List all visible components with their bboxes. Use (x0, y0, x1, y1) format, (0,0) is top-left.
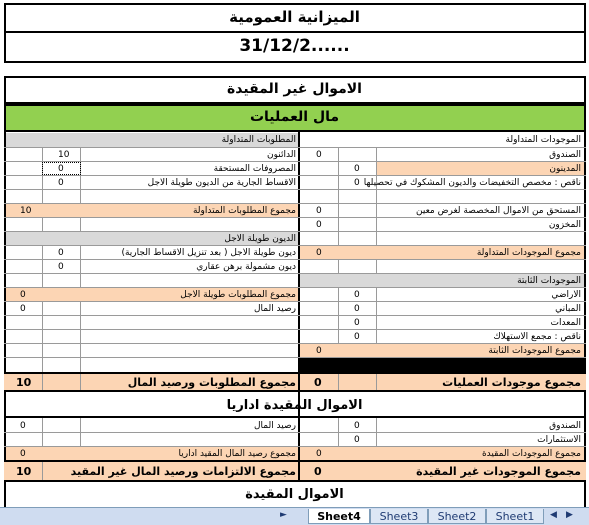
inventory-label: المخزون (548, 220, 581, 230)
total-ops-assets-label: مجموع موجودات العمليات (442, 376, 581, 389)
accrued-value[interactable]: 0 (58, 164, 64, 174)
tab-sheet1[interactable]: Sheet1 (486, 509, 544, 524)
investments-value[interactable]: 0 (354, 435, 360, 445)
total-admin-capital-value[interactable]: 0 (20, 449, 26, 459)
tab-nav-last-icon[interactable]: ▶ (566, 510, 573, 520)
total-ops-assets-value[interactable]: 0 (314, 376, 322, 389)
investments-label: الاستثمارات (537, 435, 581, 445)
capital-balance-value[interactable]: 0 (20, 304, 26, 314)
cash-value[interactable]: 0 (316, 150, 322, 160)
creditors-label: الدائنون (267, 150, 296, 160)
total-admin-capital-label: مجموع رصيد المال المقيد اداريا (178, 449, 296, 459)
capital-balance-label: رصيد المال (253, 304, 296, 314)
unrestricted-funds-title: الاموال غير المقيدة (227, 81, 362, 97)
debtors-label: المدينون (549, 164, 581, 174)
buildings-label: المباني (555, 304, 581, 314)
tab-sheet2[interactable]: Sheet2 (428, 509, 486, 524)
creditors-value[interactable]: 10 (58, 150, 70, 160)
buildings-value[interactable]: 0 (354, 304, 360, 314)
admin-restricted-title: الاموال المقيدة اداريا (226, 398, 363, 413)
page-title: الميزانية العمومية (229, 8, 360, 26)
total-current-assets-label: مجموع الموجودات المتداولة (476, 248, 581, 258)
long-term-debt-value[interactable]: 0 (58, 248, 64, 258)
accrued-label: المصروفات المستحقة (213, 164, 296, 174)
cash-label: الصندوق (549, 150, 581, 160)
total-long-term-label: مجموع المطلوبات طويلة الاجل (180, 290, 296, 300)
title-divider (4, 31, 586, 33)
admin-cash-label: الصندوق (549, 421, 581, 431)
admin-capital-label: رصيد المال (253, 421, 296, 431)
total-liab-capital-label: مجموع المطلوبات ورصيد المال (127, 376, 296, 389)
total-restricted-assets-value[interactable]: 0 (316, 449, 322, 459)
total-fixed-assets-value[interactable]: 0 (316, 346, 322, 356)
total-current-liab-label: مجموع المطلوبات المتداولة (192, 206, 296, 216)
total-long-term-value[interactable]: 0 (20, 290, 26, 300)
total-obligations-label: مجموع الالتزامات ورصيد المال غير المقيد (70, 465, 296, 478)
current-portion-label: الاقساط الجارية من الديون طويلة الاجل (147, 178, 296, 188)
depreciation-value[interactable]: 0 (354, 332, 360, 342)
equipment-value[interactable]: 0 (354, 318, 360, 328)
admin-cash-value[interactable]: 0 (354, 421, 360, 431)
due-from-restricted-value[interactable]: 0 (316, 206, 322, 216)
fixed-assets-header: الموجودات الثابتة (517, 276, 581, 286)
admin-capital-value[interactable]: 0 (20, 421, 26, 431)
tab-nav-first-icon[interactable]: ◀ (550, 510, 557, 520)
total-unrestricted-assets-label: مجموع الموجودات غير المقيدة (416, 465, 581, 478)
total-liab-capital-value[interactable]: 10 (16, 376, 32, 389)
long-term-debt-label: ديون طويلة الاجل ( بعد تنزيل الاقساط الجارية) (121, 248, 296, 258)
equipment-label: المعدات (550, 318, 581, 328)
tab-sheet4[interactable]: Sheet4 (308, 509, 370, 524)
operations-funds-title: مال العمليات (249, 109, 340, 125)
land-label: الاراضي (551, 290, 581, 300)
tab-sheet3[interactable]: Sheet3 (370, 509, 428, 524)
total-unrestricted-assets-value[interactable]: 0 (314, 465, 322, 478)
total-restricted-assets-label: مجموع الموجودات المقيدة (481, 449, 581, 459)
restricted-funds-title: الاموال المقيدة (245, 487, 344, 502)
depreciation-label: ناقص : مجمع الاستهلاك (493, 332, 581, 342)
allowance-value[interactable]: 0 (354, 178, 360, 188)
total-current-assets-value[interactable]: 0 (316, 248, 322, 258)
due-from-restricted-label: المستحق من الاموال المخصصة لغرض معين (416, 206, 581, 216)
black-band (300, 358, 586, 372)
debtors-value[interactable]: 0 (354, 164, 360, 174)
long-term-header: الديون طويلة الاجل (224, 234, 296, 244)
inventory-value[interactable]: 0 (316, 220, 322, 230)
total-fixed-assets-label: مجموع الموجودات الثابتة (488, 346, 581, 356)
secured-debt-label: ديون مشمولة برهن عقاري (196, 262, 296, 272)
allowance-label: ناقص : مخصص التخفيضات والديون المشكوك في تحصيلها (363, 178, 581, 188)
sheet-tab-bar (0, 507, 589, 525)
current-liab-header: المطلوبات المتداولة (221, 135, 296, 145)
current-portion-value[interactable]: 0 (58, 178, 64, 188)
secured-debt-value[interactable]: 0 (58, 262, 64, 272)
balance-date: 31/12/2...... (239, 36, 350, 56)
current-assets-header: الموجودات المتداولة (505, 135, 581, 145)
land-value[interactable]: 0 (354, 290, 360, 300)
total-obligations-value[interactable]: 10 (16, 465, 32, 478)
tab-scroll-icon[interactable]: ► (280, 510, 287, 520)
total-current-liab-value[interactable]: 10 (20, 206, 32, 216)
